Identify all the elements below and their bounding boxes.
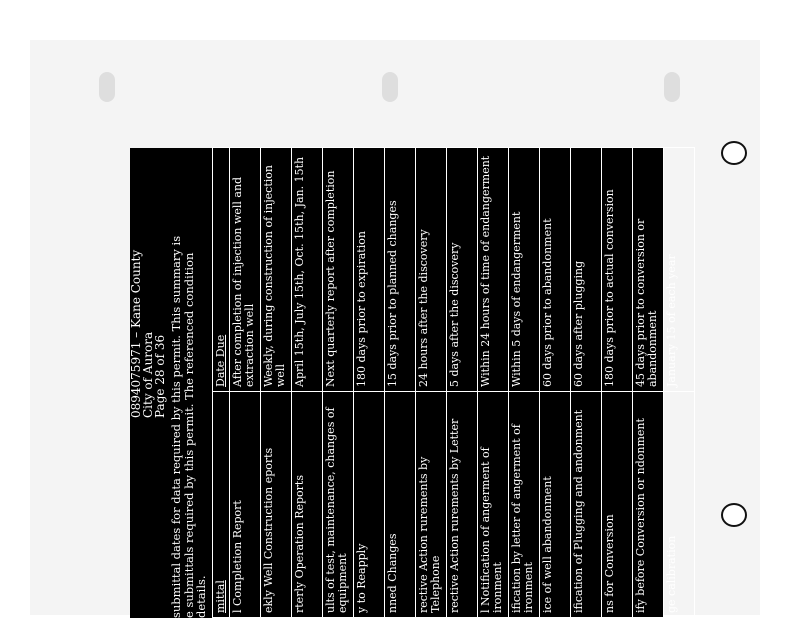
table-row [633,148,664,618]
date-due-cell: 60 days prior to abandonment [540,148,571,392]
submittal-cell: l Notification of angerment of ironment [478,392,509,618]
date-due-cell: 15 days prior to planned changes [385,148,416,392]
date-due-cell: Weekly, during construction of injection well [261,148,292,392]
table-row [540,148,571,618]
table-row [416,148,447,618]
table-row [323,148,354,618]
submittal-cell: y to Reapply [354,392,385,618]
date-due-cell: After completion of injection well and extraction well [230,148,261,392]
table-row [354,148,385,618]
submittal-cell: rterly Operation Reports [292,392,323,618]
date-due-cell: 45 days prior to conversion or abandonment [633,148,664,392]
table-row [447,148,478,618]
submittal-cell: rective Action rurements by Telephone [416,392,447,618]
table-row [509,148,540,618]
date-due-cell: Next quarterly report after completion [323,148,354,392]
submittal-cell: nned Changes [385,392,416,618]
submittal-cell: l Completion Report [230,392,261,618]
city-name: City of Aurora [141,331,155,418]
intro-paragraph [170,148,208,618]
date-due-cell: 24 hours after the discovery [416,148,447,392]
page-header [130,148,166,418]
date-due-cell: 60 days after plugging [571,148,602,392]
binder-ring-icon [721,503,747,527]
binder-ring-icon [721,141,747,165]
punch-hole-mark [382,72,398,102]
table-row [602,148,633,618]
punch-hole-mark [99,72,115,102]
date-due-cell: 180 days prior to actual conversion [602,148,633,392]
date-due-cell: Within 5 days of endangerment [509,148,540,392]
table-row [664,148,695,618]
permit-number: 0894075971 – Kane County [129,249,143,418]
table-row [230,148,261,618]
submittal-cell: ification by letter of angerment of ironment [509,392,540,618]
intro-line: details. [194,575,208,618]
submittal-cell: ults of test, maintenance, changes of equipment [323,392,354,618]
submittal-cell: rective Action rurements by Letter [447,392,478,618]
table-header-row [213,148,230,618]
page-number: Page 28 of 36 [153,334,167,418]
column-header-date-due: Date Due [213,148,230,392]
table-row [292,148,323,618]
rotated-content [129,148,678,618]
intro-line: e submittals required by this permit. The referenced condition [181,252,196,618]
submittal-cell: ge calibration [664,392,695,618]
date-due-cell: 180 days prior to expiration [354,148,385,392]
column-header-submittal: mittal [213,392,230,618]
intro-line: submittal dates for data required by this permit. This summary is [169,235,183,618]
table-row [385,148,416,618]
table-row [478,148,509,618]
submittal-cell: ekly Well Construction eports [261,392,292,618]
date-due-cell: 5 days after the discovery [447,148,478,392]
date-due-cell: April 15th, July 15th, Oct. 15th, Jan. 15th [292,148,323,392]
submittal-cell: ify before Conversion or ndonment [633,392,664,618]
submittal-cell: ification of Plugging and andonment [571,392,602,618]
submittal-cell: ice of well abandonment [540,392,571,618]
submittal-table [212,147,695,618]
date-due-cell: Within 24 hours of time of endangerment [478,148,509,392]
date-due-cell: January 15 of each year [664,148,695,392]
submittal-cell: ns for Conversion [602,392,633,618]
document-page [129,148,678,618]
table-row [261,148,292,618]
table-row [571,148,602,618]
punch-hole-mark [664,72,680,102]
